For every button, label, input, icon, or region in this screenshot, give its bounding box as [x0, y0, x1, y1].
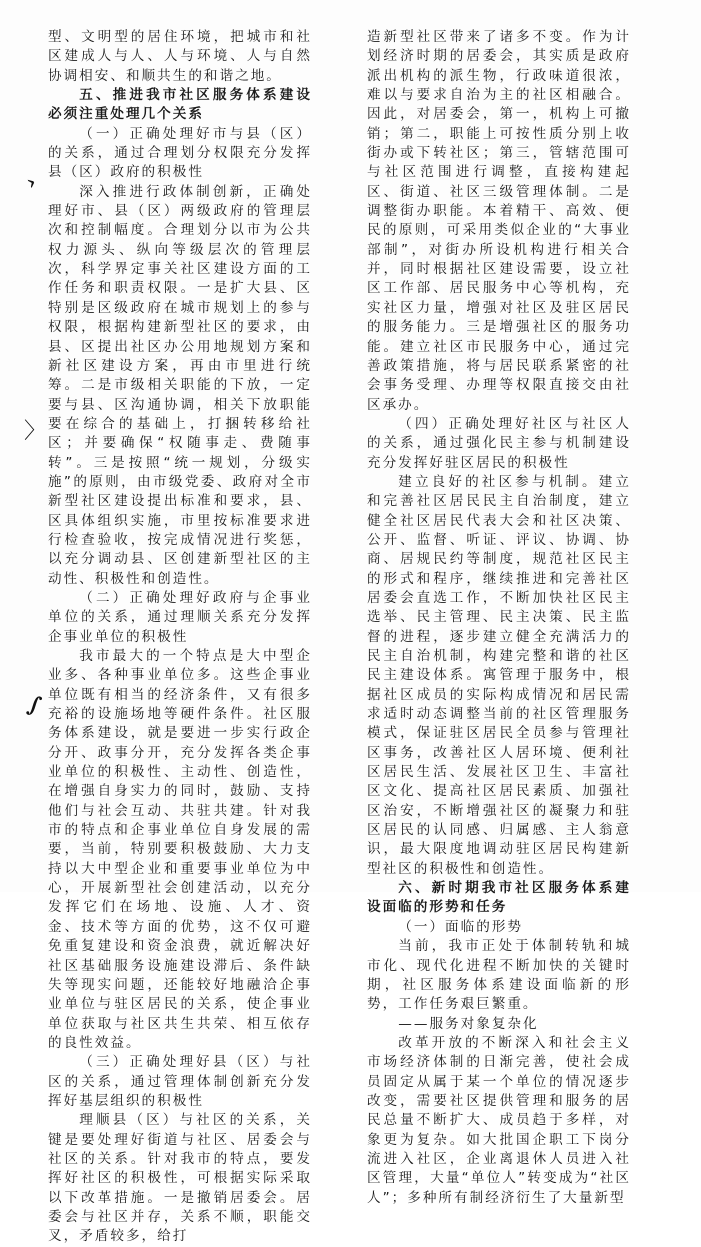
paragraph-continuation: 造新型社区带来了诸多不变。作为计划经济时期的居委会，其实质是政府派出机构的派生物，行政味道很浓，难以与要求自治为主的社区相融合。因此，对居委会，第一，机构上可撤销；第二，职能上可按性质分别上收街办或下转社区；第三，管辖范围可与社区范围进行调整，直接构建起区、街道、社区三级管理体制。二是调整街办职能。本着精干、高效、便民的原则，可采用类似企业的“大事业部制”，对街办所设机构进行相关合并，同时根据社区建设需要，设立社区工作部、居民服务中心等机构，充实社区力量，增强对社区及驻区居民的服务能力。三是增强社区的服务功能。建立社区市民服务中心，通过完善政策措施，将与居民联系紧密的社会事务受理、办理等权限直接交由社区承办。 — [367, 29, 631, 413]
paragraph-continuation: 型、文明型的居住环境，把城市和社区建成人与人、人与环境、人与自然协调相安、和顺共生的和谐之地。 — [48, 29, 312, 84]
subsection-heading-3: （三）正确处理好县（区）与社区的关系，通过管理体制创新充分发挥好基层组织的积极性 — [48, 1054, 312, 1109]
paragraph: 当前，我市正处于体制转轨和城市化、现代化进程不断加快的关键时期，社区服务体系建设面临新的形势，工作任务艰巨繁重。 — [367, 938, 631, 1013]
section-heading-5: 五、推进我市社区服务体系建设必须注重处理几个关系 — [48, 87, 312, 123]
paragraph: 我市最大的一个特点是大中型企业多、各种事业单位多。这些企事业单位既有相当的经济条件，又有很多充裕的设施场地等硬件条件。社区服务体系建设，就是要进一步实行政企分开、政事分开，充分发挥各类企事业单位的积极性、主动性、创造性，在增强自身实力的同时，鼓励、支持他们与社会互动、共驻共建。针对我市的特点和企事业单位自身发展的需要，当前，特别要积极鼓励、大力支持以大中型企业和重要事业单位为中心，开展新型社会创建活动，以充分发挥它们在场地、设施、人才、资金、技术等方面的优势，这不仅可避免重复建设和资金浪费，就近解决好社区基础服务设施建设滞后、条件缺失等现实问题，还能较好地融洽企事业单位与驻区居民的关系，使企事业单位获取与社区共生共荣、相互依存的良性效益。 — [48, 648, 312, 1051]
margin-squiggle-mark-icon: ∫ — [24, 690, 44, 720]
right-column — [367, 28, 631, 1208]
margin-tick-mark-icon: › — [22, 169, 40, 195]
subsection-heading-2: （二）正确处理好政府与企事业单位的关系，通过理顺关系充分发挥企事业单位的积极性 — [48, 589, 312, 645]
subsection-heading-6-1: （一）面临的形势 — [398, 918, 524, 935]
paragraph: 深入推进行政体制创新，正确处理好市、县（区）两级政府的管理层次和控制幅度。合理划分以市为公共权力源头、纵向等级层次的管理层次，科学界定事关社区建设方面的工作任务和职责权限。一是扩大县、区特别是区级政府在城市规划上的参与权限，根据构建新型社区的要求，由县、区提出社区办公用地规划方案和新社区建设方案，再由市里进行统筹。二是市级相关职能的下放，一定要与县、区沟通协调，相关下放职能要在综合的基础上，打捆转移给社区；并要确保“权随事走、费随事转”。三是按照“统一规划，分级实施”的原则，由市级党委、政府对全市新型社区建设提出标准和要求，县、区具体组织实施，市里按标准要求进行检查验收，按完成情况进行奖惩，以充分调动县、区创建新型社区的主动性、积极性和创造性。 — [48, 183, 312, 587]
paragraph: 改革开放的不断深入和社会主义市场经济体制的日渐完善，使社会成员固定从属于某一个单位的情况逐步改变，需要社区提供管理和服务的居民总量不断扩大、成员趋于多样，对象更为复杂。如大批国企职工下岗分流进入社区，企业离退休人员进入社区管理，大量“单位人”转变成为“社区人”；多种所有制经济衍生了大量新型 — [367, 1034, 631, 1206]
subsection-heading-1: （一）正确处理好市与县（区）的关系，通过合理划分权限充分发挥县（区）政府的积极性 — [48, 125, 312, 181]
subsection-heading-4: （四）正确处理好社区与社区人的关系，通过强化民主参与机制建设充分发挥好驻区居民的积极性 — [367, 415, 631, 471]
margin-bracket-mark-icon: 〉 — [24, 419, 47, 444]
section-heading-6: 六、新时期我市社区服务体系建设面临的形势和任务 — [367, 880, 631, 916]
dash-subheading: ——服务对象复杂化 — [398, 1015, 539, 1032]
paragraph: 理顺县（区）与社区的关系，关键是要处理好街道与社区、居委会与社区的关系。针对我市的特点，要发挥好社区的积极性，可根据实际采取以下改革措施。一是撤销居委会。居委会与社区并存，关系不顺，职能交叉，矛盾较多，给打 — [48, 1112, 312, 1245]
left-column — [48, 28, 312, 1247]
paragraph: 建立良好的社区参与机制。建立和完善社区居民民主自治制度，建立健全社区居民代表大会和社区决策、公开、监督、听证、评议、协调、协商、居规民约等制度，规范社区民主的形式和程序，继续推进和完善社区居委会直选工作，不断加快社区民主选举、民主管理、民主决策、民主监督的进程，逐步建立健全充满活力的民主自治机制，构建完整和谐的社区民主建设体系。寓管理于服务中，根据社区成员的实际构成情况和居民需求适时动态调整当前的社区管理服务模式，保证驻区居民全员参与管理社区事务，改善社区人居环境、便利社区居民生活、发展社区卫生、丰富社区文化、提高社区居民素质、加强社区治安，不断增强社区的凝聚力和驻区居民的认同感、归属感、主人翁意识，最大限度地调动驻区居民构建新型社区的积极性和创造性。 — [367, 473, 631, 877]
